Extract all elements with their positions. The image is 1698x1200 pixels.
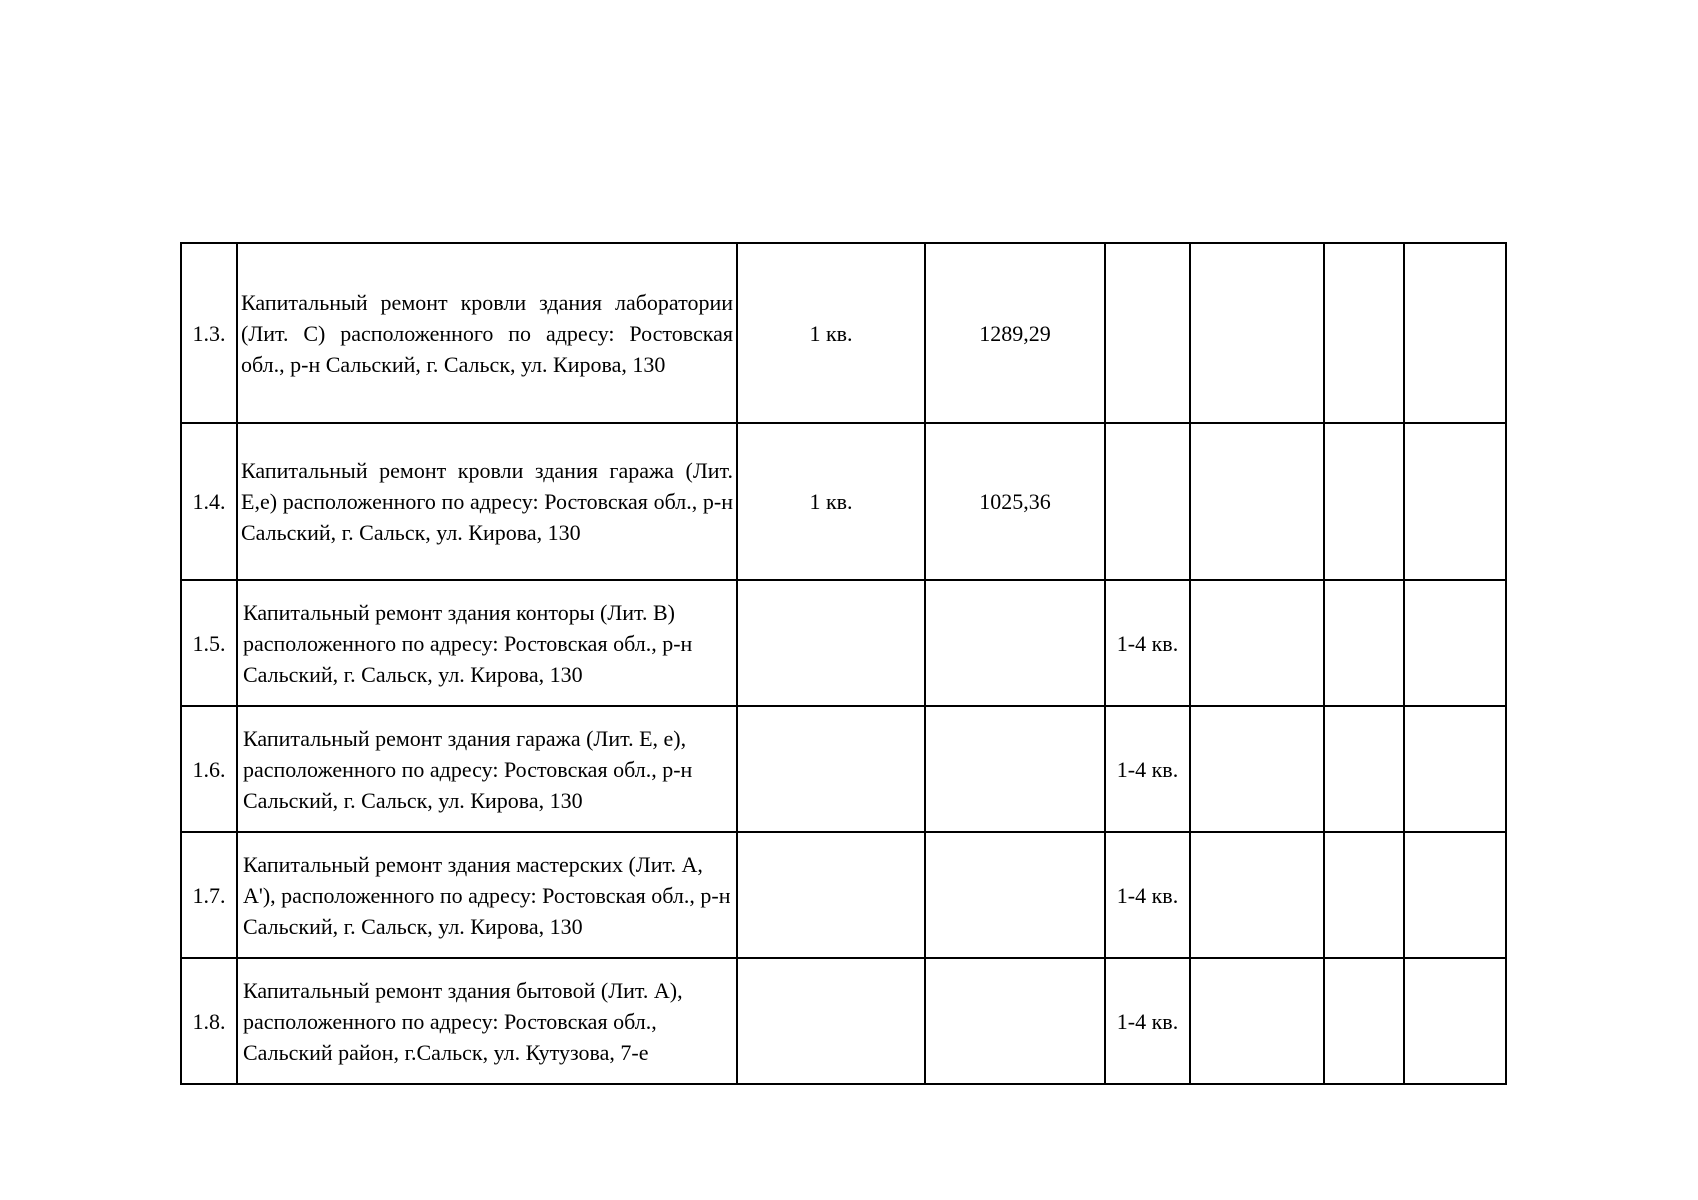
empty-cell (1190, 958, 1324, 1084)
empty-cell (1190, 423, 1324, 580)
quarter-cell (737, 958, 925, 1084)
works-table (180, 242, 1507, 1085)
quarter-cell: 1 кв. (737, 243, 925, 423)
period-cell: 1-4 кв. (1105, 706, 1190, 832)
empty-cell (1324, 706, 1404, 832)
row-number: 1.3. (181, 243, 237, 423)
empty-cell (1404, 580, 1506, 706)
quarter-cell (737, 706, 925, 832)
table-row (181, 832, 1506, 958)
work-description: Капитальный ремонт здания мастерских (Лит. А, А'), расположенного по адресу: Ростовская обл., р-н Сальский, г. Сальск, ул. Кирова, 130 (237, 832, 737, 958)
table-row (181, 958, 1506, 1084)
period-cell (1105, 423, 1190, 580)
empty-cell (1190, 243, 1324, 423)
period-cell: 1-4 кв. (1105, 832, 1190, 958)
amount-cell (925, 832, 1105, 958)
row-number: 1.6. (181, 706, 237, 832)
empty-cell (1324, 243, 1404, 423)
empty-cell (1324, 423, 1404, 580)
quarter-cell (737, 580, 925, 706)
empty-cell (1324, 832, 1404, 958)
work-description: Капитальный ремонт здания гаража (Лит. Е, е), расположенного по адресу: Ростовская обл., р-н Сальский, г. Сальск, ул. Кирова, 130 (237, 706, 737, 832)
empty-cell (1404, 706, 1506, 832)
table-row (181, 423, 1506, 580)
amount-cell (925, 706, 1105, 832)
row-number: 1.8. (181, 958, 237, 1084)
empty-cell (1190, 832, 1324, 958)
quarter-cell: 1 кв. (737, 423, 925, 580)
table-row (181, 580, 1506, 706)
empty-cell (1190, 706, 1324, 832)
work-description: Капитальный ремонт кровли здания лаборатории (Лит. С) расположенного по адресу: Ростовская обл., р-н Сальский, г. Сальск, ул. Кирова, 130 (237, 243, 737, 423)
amount-cell (925, 958, 1105, 1084)
work-description: Капитальный ремонт здания бытовой (Лит. А), расположенного по адресу: Ростовская обл., Сальский район, г.Сальск, ул. Кутузова, 7-е (237, 958, 737, 1084)
work-description: Капитальный ремонт кровли здания гаража (Лит. Е,е) расположенного по адресу: Ростовская обл., р-н Сальский, г. Сальск, ул. Кирова, 130 (237, 423, 737, 580)
row-number: 1.7. (181, 832, 237, 958)
period-cell (1105, 243, 1190, 423)
empty-cell (1404, 423, 1506, 580)
empty-cell (1404, 832, 1506, 958)
empty-cell (1324, 958, 1404, 1084)
empty-cell (1190, 580, 1324, 706)
table-row (181, 243, 1506, 423)
amount-cell (925, 580, 1105, 706)
amount-cell: 1289,29 (925, 243, 1105, 423)
empty-cell (1404, 243, 1506, 423)
empty-cell (1324, 580, 1404, 706)
period-cell: 1-4 кв. (1105, 580, 1190, 706)
row-number: 1.4. (181, 423, 237, 580)
empty-cell (1404, 958, 1506, 1084)
work-description: Капитальный ремонт здания конторы (Лит. В) расположенного по адресу: Ростовская обл., р-н Сальский, г. Сальск, ул. Кирова, 130 (237, 580, 737, 706)
row-number: 1.5. (181, 580, 237, 706)
quarter-cell (737, 832, 925, 958)
amount-cell: 1025,36 (925, 423, 1105, 580)
period-cell: 1-4 кв. (1105, 958, 1190, 1084)
table-row (181, 706, 1506, 832)
